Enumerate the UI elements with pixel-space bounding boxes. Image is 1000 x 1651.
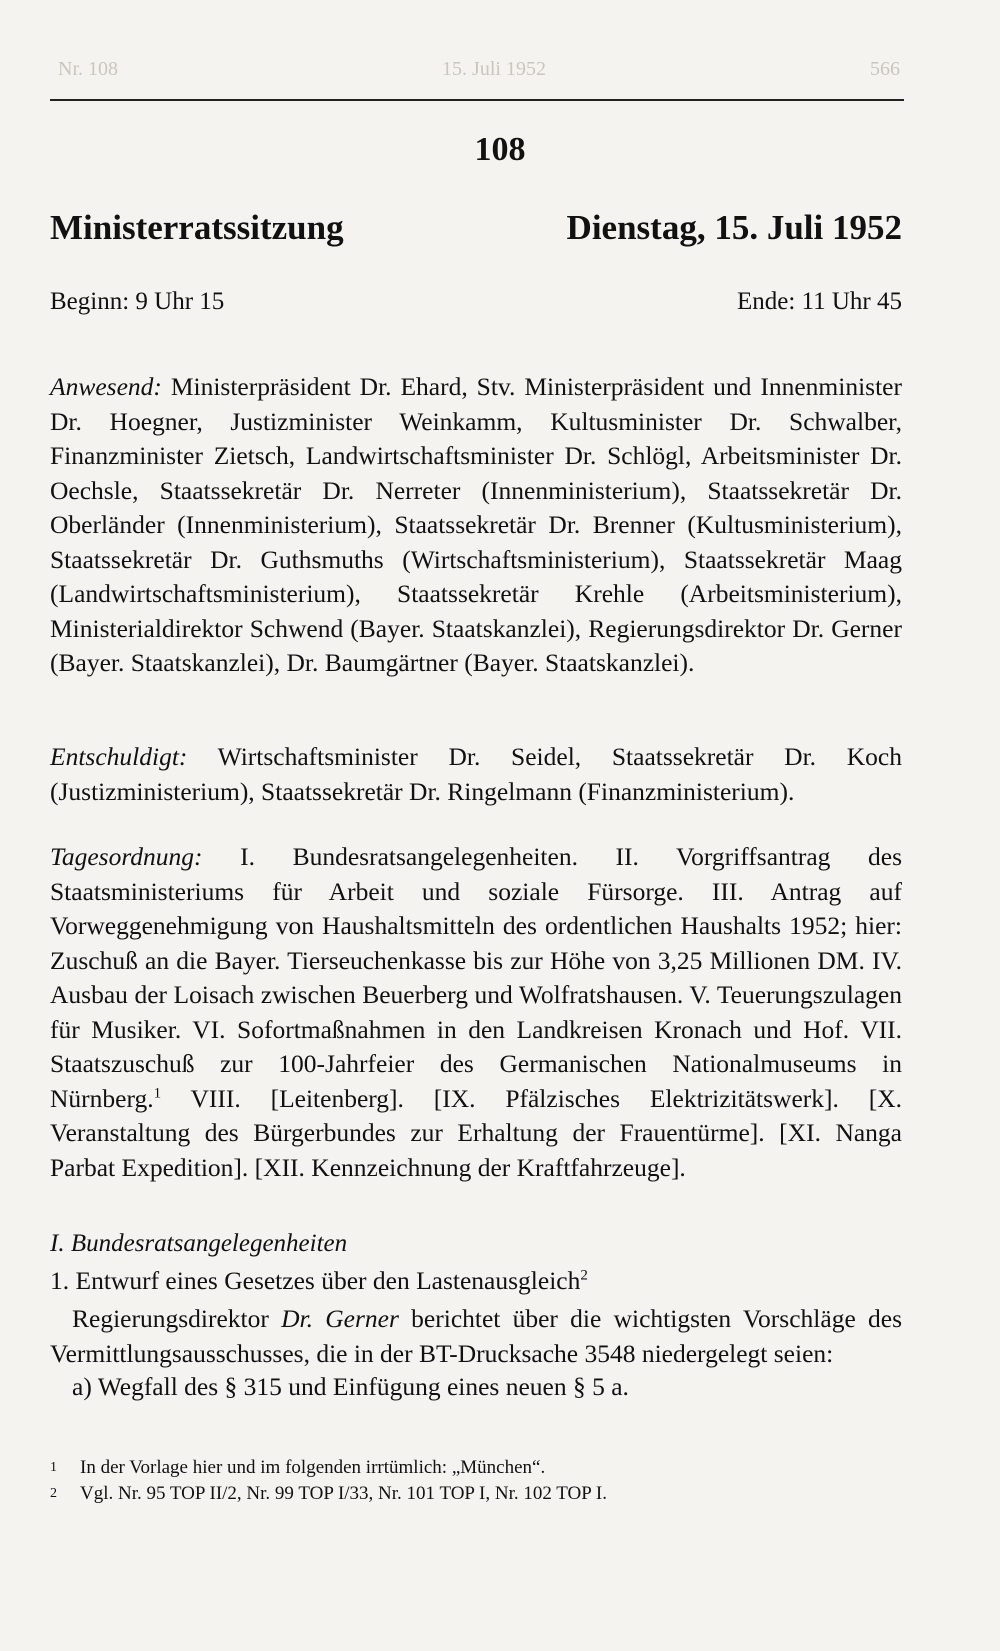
- agenda-text-1: I. Bundesratsangelegenheiten. II. Vorgriffsantrag des Staatsministeriums für Arbeit und soziale Fürsorge. III. Antrag auf Vorweggenehmigung von Haushaltsmitteln des ordentlichen Haushalts 1952; hier: Zuschuß an die Bayer. Tierseuchenkasse bis zur Höhe von 3,25 Millionen DM. IV. Ausbau der Loisach zwischen Beuerberg und Wolfratshausen. V. Teuerungszulagen für Musiker. VI. Sofortmaßnahmen in den Landkreisen Kronach und Hof. VII. Staatszuschuß zur 100-Jahrfeier des Germanischen Nationalmuseums in Nürnberg.: [50, 842, 902, 1113]
- excused-label: Entschuldigt:: [50, 742, 188, 771]
- title-row: [50, 208, 902, 248]
- meeting-date: Dienstag, 15. Juli 1952: [566, 208, 902, 247]
- attendance-text: Ministerpräsident Dr. Ehard, Stv. Ministerpräsident und Innenminister Dr. Hoegner, Justizminister Weinkamm, Kultusminister Dr. Schwalber, Finanzminister Zietsch, Landwirtschaftsminister Dr. Schlögl, Arbeitsminister Dr. Oechsle, Staatssekretär Dr. Nerreter (Innenministerium), Staatssekretär Dr. Oberländer (Innenministerium), Staatssekretär Dr. Brenner (Kultusministerium), Staatssekretär Dr. Guthsmuths (Wirtschaftsministerium), Staatssekretär Maag (Landwirtschaftsministerium), Staatssekretär Krehle (Arbeitsministerium), Ministerialdirektor Schwend (Bayer. Staatskanzlei), Regierungsdirektor Dr. Gerner (Bayer. Staatskanzlei), Dr. Baumgärtner (Bayer. Staatskanzlei).: [50, 372, 902, 677]
- excused-paragraph: [50, 740, 902, 809]
- agenda-paragraph: [50, 840, 902, 1185]
- running-head-center: 15. Juli 1952: [442, 58, 546, 80]
- footnote: [50, 1455, 902, 1481]
- report-text-before: Regierungsdirektor: [72, 1304, 282, 1333]
- footnote-text: Vgl. Nr. 95 TOP II/2, Nr. 99 TOP I/33, Nr. 101 TOP I, Nr. 102 TOP I.: [80, 1483, 607, 1504]
- agenda-text-2: VIII. [Leitenberg]. [IX. Pfälzisches Elektrizitätswerk]. [X. Veranstaltung des Bürgerbundes zur Erhaltung der Frauentürme]. [XI. Nanga Parbat Expedition]. [XII. Kennzeichnung der Kraftfahrzeuge].: [50, 1083, 902, 1182]
- running-head-left: Nr. 108: [58, 58, 118, 80]
- item-heading: [50, 1266, 588, 1296]
- header-rule: [50, 99, 904, 101]
- footnote-ref-2[interactable]: 2: [580, 1267, 588, 1284]
- meeting-title: Ministerratssitzung: [50, 208, 344, 247]
- agenda-label: Tagesordnung:: [50, 842, 203, 871]
- running-head-right: 566: [870, 58, 900, 80]
- footnote-text: In der Vorlage hier und im folgenden irrtümlich: „München“.: [80, 1457, 546, 1478]
- item-heading-text: 1. Entwurf eines Gesetzes über den Lastenausgleich: [50, 1266, 581, 1295]
- begin-time: Beginn: 9 Uhr 15: [50, 288, 225, 315]
- running-head: [58, 58, 900, 81]
- footnote-ref-1[interactable]: 1: [153, 1085, 162, 1101]
- attendance-label: Anwesend:: [50, 372, 162, 401]
- time-row: [50, 288, 902, 316]
- report-text-after: berichtet über die wichtigsten Vorschläge des Vermittlungsausschusses, die in der BT-Drucksache 3548 niedergelegt seien:: [50, 1304, 903, 1368]
- section-heading: I. Bundesratsangelegenheiten: [50, 1230, 348, 1257]
- footnotes: [50, 1455, 902, 1507]
- report-speaker: Dr. Gerner: [281, 1304, 399, 1333]
- excused-text: Wirtschaftsminister Dr. Seidel, Staatssekretär Dr. Koch (Justizministerium), Staatssekretär Dr. Ringelmann (Finanzministerium).: [50, 742, 902, 806]
- footnote-number: 1: [50, 1460, 57, 1475]
- end-time: Ende: 11 Uhr 45: [736, 288, 902, 315]
- footnote-number: 2: [50, 1486, 57, 1501]
- report-paragraph: [50, 1302, 902, 1371]
- attendance-paragraph: [50, 370, 902, 681]
- subitem-a: a) Wegfall des § 315 und Einfügung eines neuen § 5 a.: [72, 1372, 629, 1401]
- footnote: [50, 1481, 902, 1507]
- document-number: 108: [474, 131, 526, 168]
